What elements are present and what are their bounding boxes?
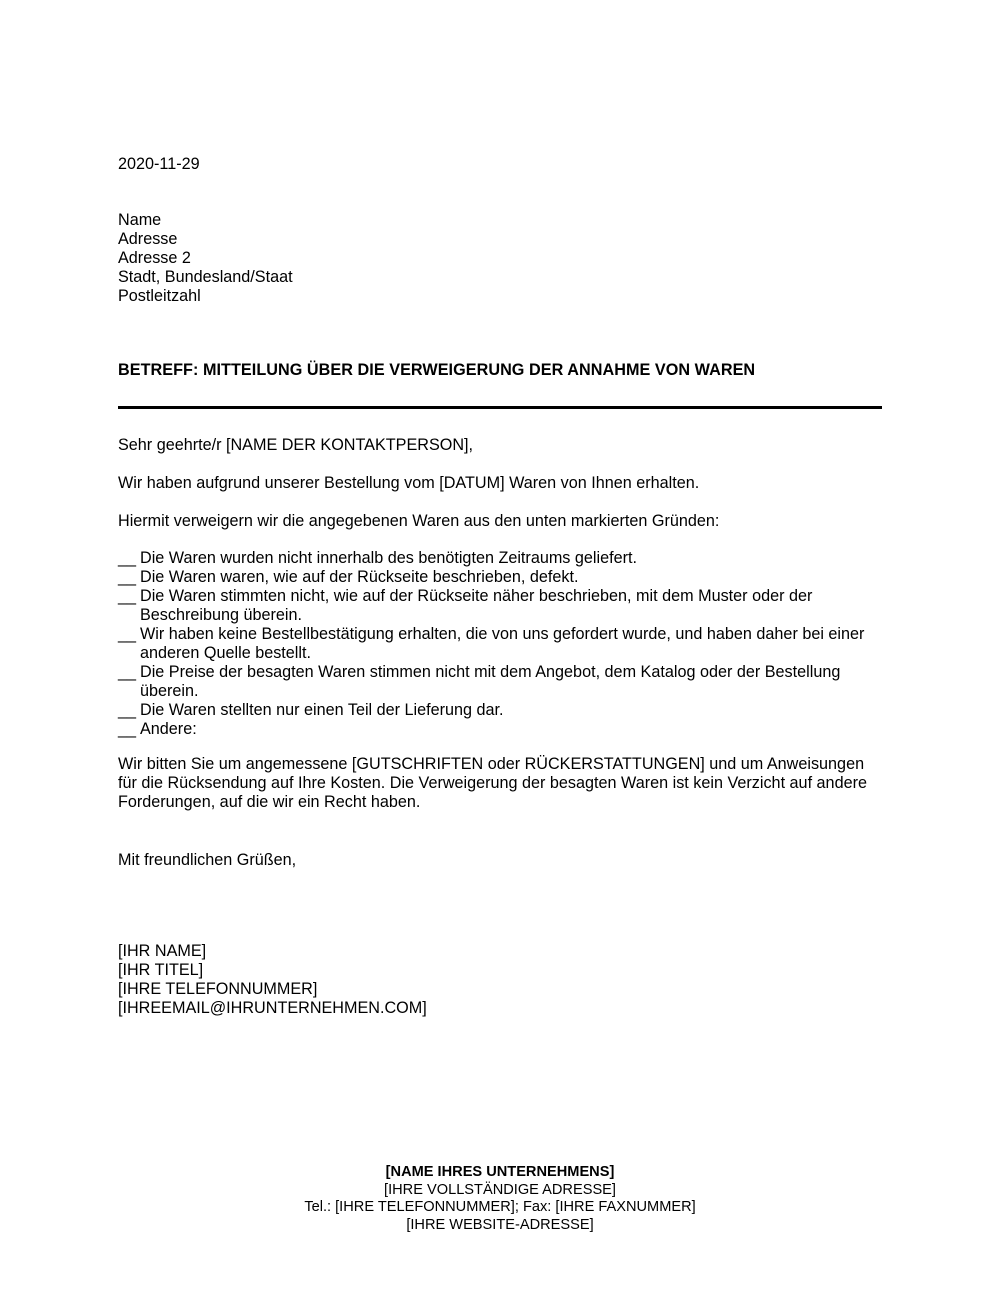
signature-block [118, 942, 427, 1018]
recipient-name: Name [118, 211, 162, 229]
subject-divider [118, 406, 882, 409]
reason-text: Die Waren stimmten nicht, wie auf der Rückseite näher beschrieben, mit dem Muster oder der Beschreibung überein. [140, 587, 813, 624]
reason-checklist [118, 549, 882, 739]
checkbox-blank: __ [118, 701, 137, 719]
recipient-city: Stadt, Bundesland/Staat [118, 268, 293, 286]
sender-title: [IHR TITEL] [118, 961, 204, 979]
sender-phone: [IHRE TELEFONNUMMER] [118, 980, 318, 998]
intro-paragraph: Wir haben aufgrund unserer Bestellung vom [DATUM] Waren von Ihnen erhalten. [118, 474, 700, 492]
footer-company-name: [NAME IHRES UNTERNEHMENS] [385, 1164, 615, 1180]
recipient-address-line-2: Adresse 2 [118, 249, 191, 267]
recipient-postal-code: Postleitzahl [118, 287, 201, 305]
reason-item [118, 587, 882, 625]
reason-item [118, 720, 882, 739]
recipient-address-line-1: Adresse [118, 230, 178, 248]
sender-email: [IHREEMAIL@IHRUNTERNEHMEN.COM] [118, 999, 427, 1017]
recipient-address-block [118, 211, 293, 306]
footer-address: [IHRE VOLLSTÄNDIGE ADRESSE] [384, 1181, 616, 1198]
checkbox-blank: __ [118, 568, 137, 586]
letter-date: 2020-11-29 [118, 155, 200, 173]
checkbox-blank: __ [118, 663, 137, 681]
salutation: Sehr geehrte/r [NAME DER KONTAKTPERSON], [118, 436, 474, 454]
request-paragraph: Wir bitten Sie um angemessene [GUTSCHRIFTEN oder RÜCKERSTATTUNGEN] und um Anweisungen für die Rücksendung auf Ihre Kosten. Die Verweigerung der besagten Waren ist kein Verzicht auf andere Forderungen, auf die wir ein Recht haben. [118, 755, 867, 811]
closing: Mit freundlichen Grüßen, [118, 851, 297, 869]
footer-website: [IHRE WEBSITE-ADRESSE] [406, 1216, 594, 1233]
reason-text: Die Preise der besagten Waren stimmen nicht mit dem Angebot, dem Katalog oder der Bestellung überein. [140, 663, 841, 700]
checkbox-blank: __ [118, 587, 137, 605]
subject-line: BETREFF: MITTEILUNG ÜBER DIE VERWEIGERUNG DER ANNAHME VON WAREN [118, 361, 756, 379]
checkbox-blank: __ [118, 625, 137, 643]
refusal-intro: Hiermit verweigern wir die angegebenen Waren aus den unten markierten Gründen: [118, 512, 720, 530]
reason-text: Wir haben keine Bestellbestätigung erhalten, die von uns gefordert wurde, und haben daher bei einer anderen Quelle bestellt. [140, 625, 865, 662]
reason-item [118, 549, 882, 568]
footer-contact: Tel.: [IHRE TELEFONNUMMER]; Fax: [IHRE FAXNUMMER] [304, 1199, 696, 1215]
checkbox-blank: __ [118, 720, 137, 738]
reason-text: Die Waren waren, wie auf der Rückseite beschrieben, defekt. [140, 568, 579, 586]
reason-item [118, 625, 882, 663]
sender-name: [IHR NAME] [118, 942, 207, 960]
reason-text: Die Waren stellten nur einen Teil der Lieferung dar. [140, 701, 504, 719]
reason-item [118, 663, 882, 701]
reason-text: Die Waren wurden nicht innerhalb des benötigten Zeitraums geliefert. [140, 549, 637, 567]
reason-text: Andere: [140, 720, 197, 738]
company-footer [0, 1164, 1000, 1234]
reason-item [118, 568, 882, 587]
checkbox-blank: __ [118, 549, 137, 567]
reason-item [118, 701, 882, 720]
